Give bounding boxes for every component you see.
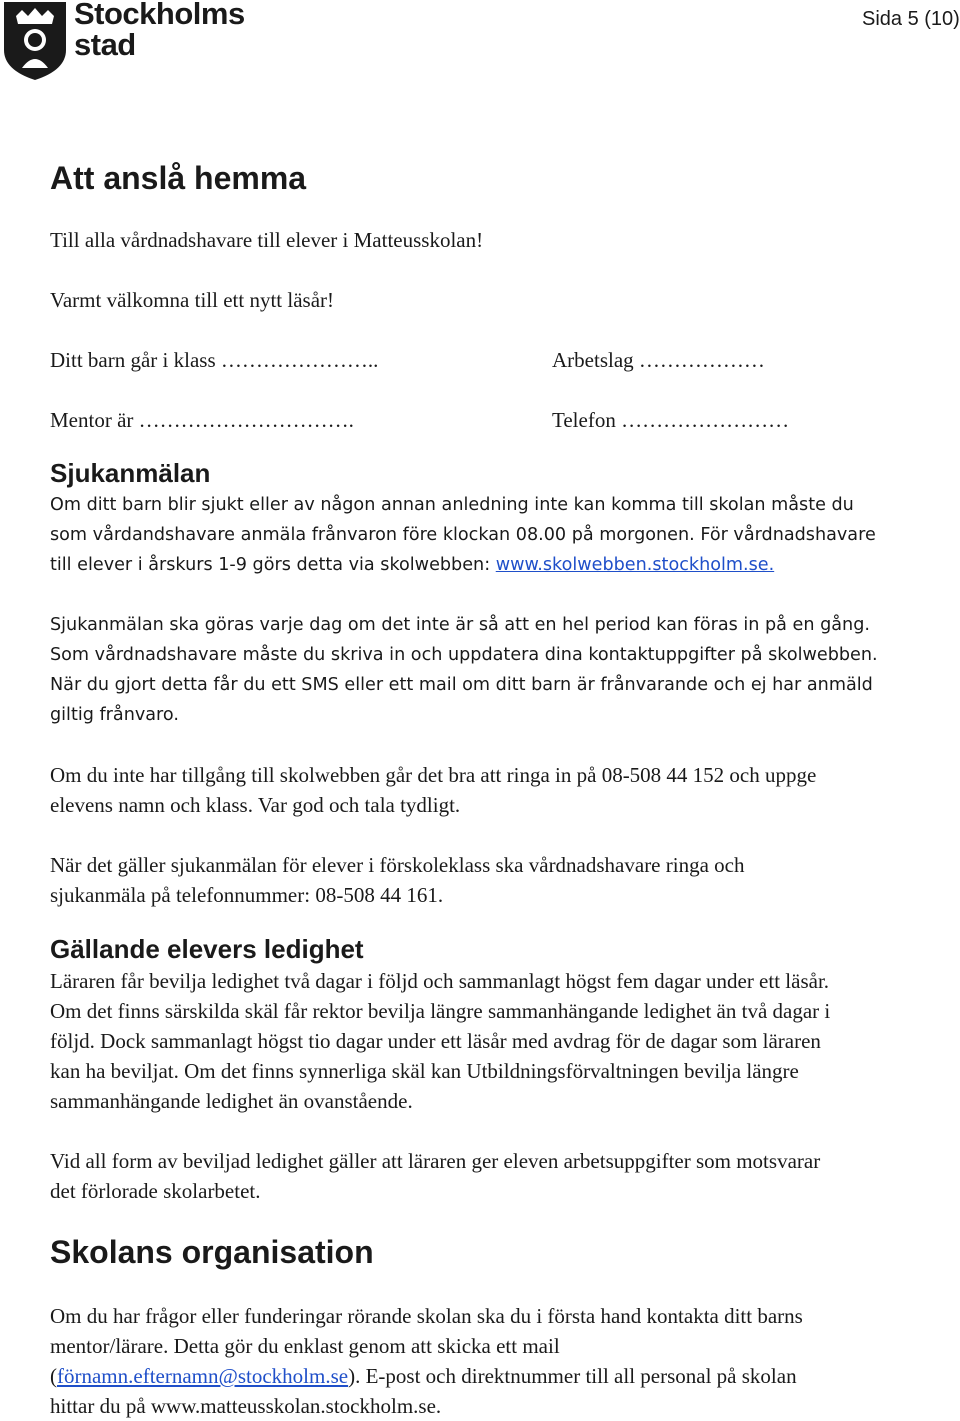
text-line: Som vårdnadshavare måste du skriva in och uppdatera dina kontaktuppgifter på skolwebben.: [50, 645, 878, 665]
text-line: sjukanmäla på telefonnummer: 08-508 44 161.: [50, 883, 444, 907]
text-line: Sjukanmälan ska göras varje dag om det inte är så att en hel period kan föras in på en gång.: [50, 615, 870, 635]
phone-field: Telefon ……………………: [552, 408, 790, 432]
leave-heading: Gällande elevers ledighet: [50, 934, 364, 964]
text-line: kan ha beviljat. Om det finns synnerliga skäl kan Utbildningsförvaltningen bevilja längre: [50, 1059, 799, 1083]
sick-report-heading: Sjukanmälan: [50, 458, 211, 488]
sick-report-paragraph-3: [50, 760, 950, 820]
page-number: Sida 5 (10): [862, 8, 960, 30]
skolwebben-link[interactable]: www.skolwebben.stockholm.se.: [495, 555, 775, 575]
class-field: Ditt barn går i klass …………………..: [50, 348, 379, 372]
text-line: När du gjort detta får du ett SMS eller ett mail om ditt barn är frånvarande och ej har anmäld: [50, 675, 873, 695]
text-line: Om du inte har tillgång till skolwebben går det bra att ringa in på 08-508 44 152 och uppge: [50, 763, 817, 787]
text-line: [50, 1361, 950, 1391]
text-fragment: ). E-post och direktnummer till all personal på skolan: [348, 1364, 797, 1388]
organisation-heading: Skolans organisation: [50, 1234, 374, 1270]
page-title: Att anslå hemma: [50, 160, 307, 196]
organisation-paragraph: [50, 1301, 950, 1421]
text-fragment: (: [50, 1364, 57, 1388]
text-fragment: till elever i årskurs 1-9 görs detta via skolwebben:: [50, 555, 496, 575]
text-line: följd. Dock sammanlagt högst tio dagar under ett läsår med avdrag för de dagar som läraren: [50, 1029, 821, 1053]
mentor-field: Mentor är ………………………….: [50, 408, 354, 432]
text-line: Om du har frågor eller funderingar rörande skolan ska du i första hand kontakta ditt barns: [50, 1304, 803, 1328]
text-line: som vårdandshavare anmäla frånvaron före klockan 08.00 på morgonen. För vårdnadshavare: [50, 525, 876, 545]
text-line: giltig frånvaro.: [50, 705, 179, 725]
text-line: sammanhängande ledighet än ovanstående.: [50, 1089, 413, 1113]
text-line: elevens namn och klass. Var god och tala tydligt.: [50, 793, 461, 817]
logo-text-line2: stad: [74, 27, 136, 62]
leave-paragraph-1: [50, 966, 950, 1116]
text-line: Läraren får bevilja ledighet två dagar i följd och sammanlagt högst fem dagar under ett läsår.: [50, 969, 830, 993]
welcome-text: Varmt välkomna till ett nytt läsår!: [50, 288, 335, 312]
text-line: mentor/lärare. Detta gör du enklast genom att skicka ett mail: [50, 1334, 560, 1358]
stockholm-logo: [2, 0, 245, 84]
text-line: det förlorade skolarbetet.: [50, 1179, 261, 1203]
sick-report-paragraph-2: [50, 610, 950, 730]
leave-paragraph-2: [50, 1146, 950, 1206]
text-line: Om det finns särskilda skäl får rektor bevilja längre sammanhängande ledighet än två dagar i: [50, 999, 831, 1023]
crown-shield-icon: [2, 0, 68, 82]
logo-text-line1: Stockholms: [74, 0, 245, 31]
sick-report-paragraph-1: [50, 490, 950, 580]
text-line: hittar du på www.matteusskolan.stockholm.se.: [50, 1394, 442, 1418]
email-link[interactable]: förnamn.efternamn@stockholm.se: [57, 1364, 349, 1388]
greeting-text: Till alla vårdnadshavare till elever i Matteusskolan!: [50, 228, 484, 252]
sick-report-paragraph-4: [50, 850, 950, 910]
text-line: När det gäller sjukanmälan för elever i förskoleklass ska vårdnadshavare ringa och: [50, 853, 745, 877]
team-field: Arbetslag ………………: [552, 348, 765, 372]
text-line: [50, 550, 950, 580]
text-line: Om ditt barn blir sjukt eller av någon annan anledning inte kan komma till skolan måste du: [50, 495, 854, 515]
text-line: Vid all form av beviljad ledighet gäller att läraren ger eleven arbetsuppgifter som motsvarar: [50, 1149, 821, 1173]
